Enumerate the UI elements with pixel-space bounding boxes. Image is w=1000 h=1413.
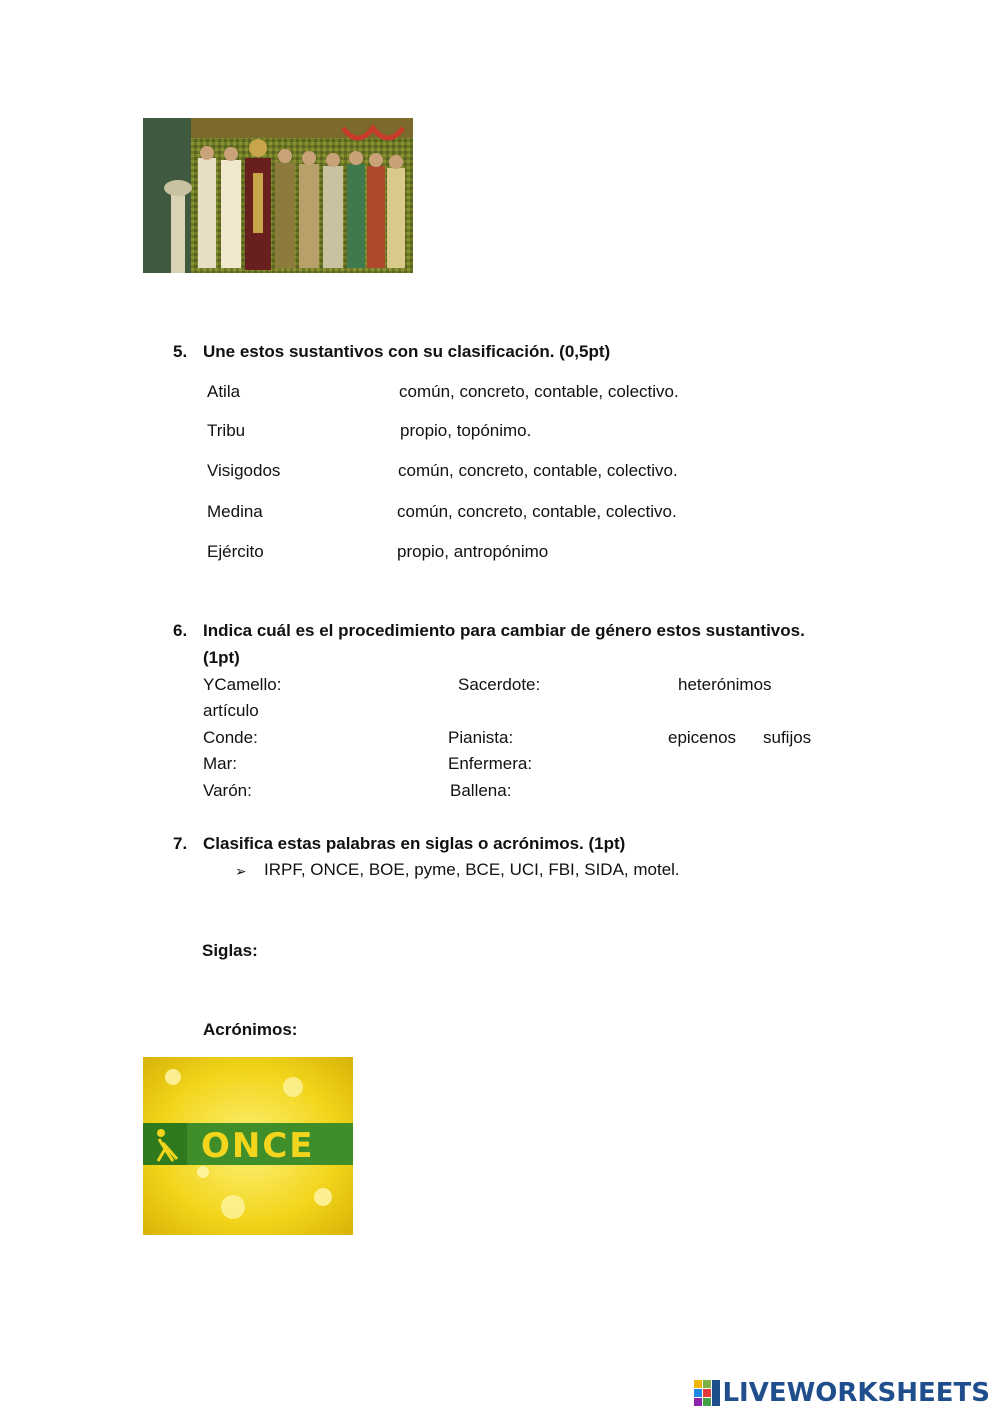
liveworksheets-logo-icon bbox=[694, 1380, 720, 1406]
q7-word-list: IRPF, ONCE, BOE, pyme, BCE, UCI, FBI, SIDA, motel. bbox=[264, 860, 680, 879]
arrow-bullet-icon: ➢ bbox=[235, 863, 247, 879]
q7-number: 7. bbox=[173, 834, 188, 853]
q5-number: 5. bbox=[173, 342, 188, 361]
q5-right-item: común, concreto, contable, colectivo. bbox=[399, 382, 679, 401]
siglas-label: Siglas: bbox=[202, 941, 258, 960]
q6-word: Sacerdote: bbox=[458, 675, 541, 694]
q6-word: Mar: bbox=[203, 754, 237, 773]
q6-word: YCamello: bbox=[203, 675, 282, 694]
q5-prompt: Une estos sustantivos con su clasificación. (0,5pt) bbox=[203, 342, 611, 361]
q6-word: Pianista: bbox=[448, 728, 514, 747]
byzantine-mosaic-image bbox=[143, 118, 413, 273]
q6-number: 6. bbox=[173, 621, 188, 640]
liveworksheets-footer bbox=[694, 1378, 990, 1408]
liveworksheets-brand: LIVEWORKSHEETS bbox=[722, 1378, 990, 1408]
q6-option: epicenos bbox=[668, 728, 737, 747]
q6-word: Enfermera: bbox=[448, 754, 533, 773]
acronimos-label: Acrónimos: bbox=[203, 1020, 298, 1039]
q6-word: Conde: bbox=[203, 728, 258, 747]
q6-word: Ballena: bbox=[450, 781, 512, 800]
q6-prompt-points: (1pt) bbox=[203, 648, 240, 667]
q5-left-item: Ejército bbox=[207, 542, 264, 561]
once-logo-image bbox=[143, 1057, 353, 1235]
q5-right-item: común, concreto, contable, colectivo. bbox=[397, 502, 677, 521]
q5-left-item: Visigodos bbox=[207, 461, 281, 480]
q6-option: heterónimos bbox=[678, 675, 772, 694]
q5-right-item: común, concreto, contable, colectivo. bbox=[398, 461, 678, 480]
q5-left-item: Atila bbox=[207, 382, 241, 401]
once-logo-text: ONCE bbox=[201, 1126, 315, 1166]
q5-right-item: propio, topónimo. bbox=[400, 421, 532, 440]
q6-option: artículo bbox=[203, 701, 259, 720]
q6-word: Varón: bbox=[203, 781, 252, 800]
q5-left-item: Tribu bbox=[207, 421, 246, 440]
q5-left-item: Medina bbox=[207, 502, 263, 521]
q6-prompt: Indica cuál es el procedimiento para cambiar de género estos sustantivos. bbox=[203, 621, 805, 640]
q7-prompt: Clasifica estas palabras en siglas o acrónimos. (1pt) bbox=[203, 834, 626, 853]
q6-option: sufijos bbox=[763, 728, 812, 747]
q5-right-item: propio, antropónimo bbox=[397, 542, 549, 561]
